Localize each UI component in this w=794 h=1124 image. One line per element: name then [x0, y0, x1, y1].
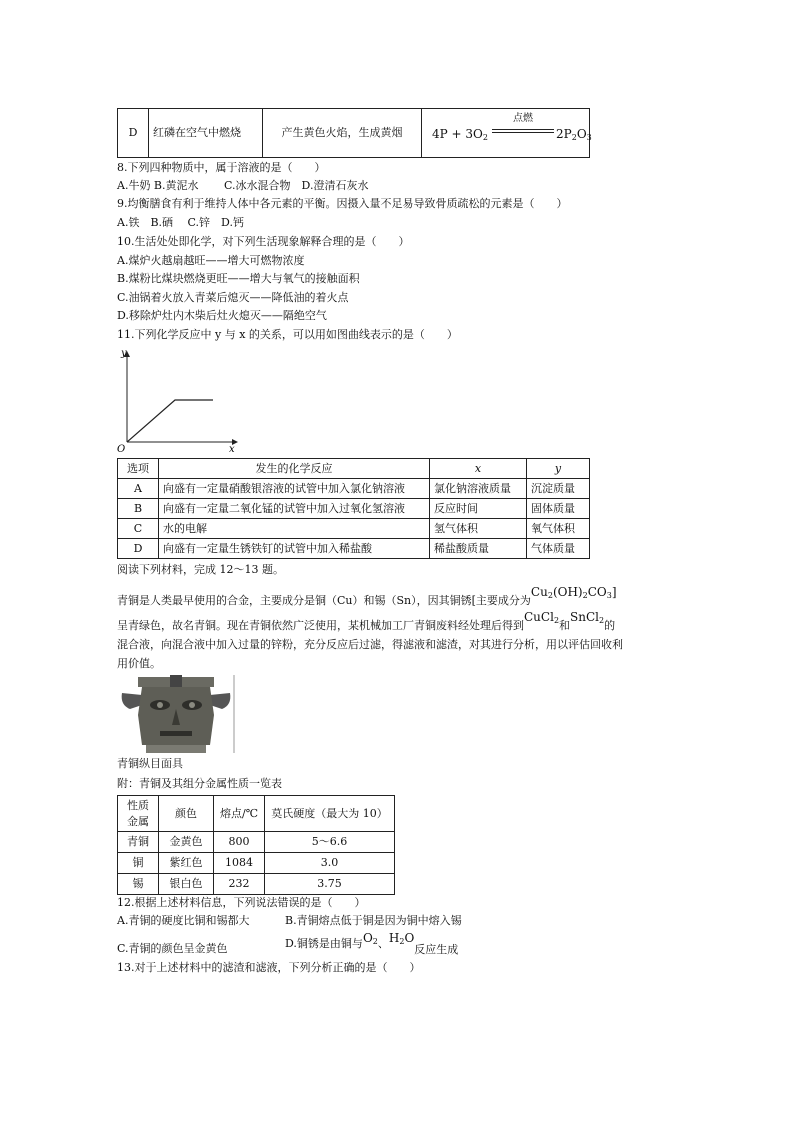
metal-color: 金黄色 — [159, 832, 214, 853]
eq-left-sub: 2 — [482, 133, 488, 142]
q9-stem: 9.均衡膳食有利于维持人体中各元素的平衡。因摄入量不足易导致骨质疏松的元素是（ ） — [117, 197, 568, 210]
row-d-option: D — [118, 109, 149, 158]
x-label: x — [229, 444, 235, 455]
q9-options: A.铁 B.硒 C.锌 D.钙 — [117, 216, 244, 229]
q11-stem: 11.下列化学反应中 y 与 x 的关系，可以用如图曲线表示的是（ ） — [117, 328, 458, 341]
reading-p3: 混合液，向混合液中加入过量的锌粉，充分反应后过滤，得滤液和滤渣，对其进行分析，用以评估回收利 — [117, 638, 623, 651]
reading-p1 — [117, 585, 617, 609]
q11-graph — [115, 344, 245, 456]
metal-melting: 232 — [214, 874, 265, 895]
eq-right-sub1: 2 — [571, 133, 577, 142]
q11-row-x: 稀盐酸质量 — [430, 539, 527, 559]
metal-hardness: 3.75 — [265, 874, 395, 895]
q11-header-option: 选项 — [118, 459, 159, 479]
q11-row-y: 固体质量 — [527, 499, 590, 519]
q10-option-d: D.移除炉灶内木柴后灶火熄灭——隔绝空气 — [117, 309, 327, 322]
q12-option-d — [285, 931, 459, 956]
q10-option-a: A.煤炉火越扇越旺——增大可燃物浓度 — [117, 254, 305, 267]
metal-header-color: 颜色 — [159, 796, 214, 832]
metal-color: 银白色 — [159, 874, 214, 895]
formula-cu2oh2co3: $Cu_2(OH)_2CO_3$] — [530, 585, 617, 600]
metal-header-hardness: 莫氏硬度（最大为 10） — [265, 796, 395, 832]
reading-intro: 阅读下列材料，完成 12～13 题。 — [117, 563, 284, 576]
q11-row-option: D — [118, 539, 159, 559]
formula-sncl2: SnCl$_2$ — [570, 610, 605, 625]
q11-row-x: 氯化钠溶液质量 — [430, 479, 527, 499]
metal-color: 紫红色 — [159, 853, 214, 874]
q11-row-reaction: 向盛有一定量硝酸银溶液的试管中加入氯化钠溶液 — [159, 479, 430, 499]
reading-p2-and: 和 — [559, 619, 571, 632]
metal-melting: 800 — [214, 832, 265, 853]
q11-row-reaction: 水的电解 — [159, 519, 430, 539]
reading-p4: 用价值。 — [117, 657, 161, 670]
reading-p2-end: 的 — [604, 619, 616, 632]
metal-table-title: 附：青铜及其组分金属性质一览表 — [117, 777, 282, 790]
bronze-mask-image — [118, 675, 236, 753]
q11-header-y: y — [527, 459, 590, 479]
metal-table-corner — [118, 796, 159, 832]
eq-bar-top — [492, 129, 554, 130]
q11-row-x: 反应时间 — [430, 499, 527, 519]
q12-stem: 12.根据上述材料信息，下列说法错误的是（ ） — [117, 896, 366, 909]
curve — [127, 400, 213, 442]
q11-row-option: C — [118, 519, 159, 539]
metal-header-melting: 熔点/℃ — [214, 796, 265, 832]
metal-hardness: 5～6.6 — [265, 832, 395, 853]
q12-d-post: 反应生成 — [414, 943, 459, 956]
metal-name: 锡 — [118, 874, 159, 895]
eq-condition: 点燃 — [513, 113, 533, 124]
q11-row-y: 气体质量 — [527, 539, 590, 559]
image-caption: 青铜纵目面具 — [117, 757, 183, 770]
q11-row-option: B — [118, 499, 159, 519]
q11-row-x: 氢气体积 — [430, 519, 527, 539]
q11-row-y: 沉淀质量 — [527, 479, 590, 499]
eq-right-sub2: 3 — [586, 133, 592, 142]
metal-hardness: 3.0 — [265, 853, 395, 874]
row-d-equation — [422, 109, 590, 158]
reading-p2 — [117, 610, 616, 634]
reading-p2-text: 呈青绿色，故名青铜。现在青铜依然广泛使用，某机械加工厂青铜废料经处理后得到 — [117, 619, 524, 632]
q13-stem: 13.对于上述材料中的滤渣和滤液，下列分析正确的是（ ） — [117, 961, 421, 974]
formula-h2o: $H_2O$ — [388, 931, 415, 946]
q11-table — [117, 458, 590, 559]
eq-bar-bottom — [492, 132, 554, 133]
metal-table — [117, 795, 395, 895]
q8-stem: 8.下列四种物质中，属于溶液的是（ ） — [117, 161, 326, 174]
origin-label: O — [117, 444, 126, 455]
q11-row-option: A — [118, 479, 159, 499]
q10-stem: 10.生活处处即化学，对下列生活现象解释合理的是（ ） — [117, 235, 410, 248]
reading-p1-text: 青铜是人类最早使用的合金，主要成分是铜（Cu）和锡（Sn），因其铜锈[主要成分为 — [117, 594, 531, 607]
formula-o2: $O_2$ — [362, 931, 378, 946]
q8-options: A.牛奶 B.黄泥水 C.冰水混合物 D.澄清石灰水 — [117, 179, 369, 192]
eq-right-o: O — [576, 127, 587, 141]
q10-option-b: B.煤粉比煤块燃烧更旺——增大与氧气的接触面积 — [117, 272, 360, 285]
q12-d-sep: 、 — [377, 937, 389, 950]
q11-row-reaction: 向盛有一定量二氧化锰的试管中加入过氧化氢溶液 — [159, 499, 430, 519]
eq-right: 2P — [556, 127, 572, 141]
metal-name: 铜 — [118, 853, 159, 874]
q11-row-y: 氧气体积 — [527, 519, 590, 539]
y-label: y — [121, 348, 127, 359]
row-d-phenomenon: 产生黄色火焰，生成黄烟 — [263, 109, 422, 158]
q11-row-reaction: 向盛有一定量生锈铁钉的试管中加入稀盐酸 — [159, 539, 430, 559]
q10-option-c: C.油锅着火放入青菜后熄灭——降低油的着火点 — [117, 291, 349, 304]
q12-d-pre: D.铜锈是由铜与 — [285, 937, 363, 950]
q12-option-b: B.青铜熔点低于铜是因为铜中熔入锡 — [285, 914, 462, 927]
q11-header-x: x — [430, 459, 527, 479]
eq-left: 4P + 3O — [432, 127, 483, 141]
q11-header-reaction: 发生的化学反应 — [159, 459, 430, 479]
q12-option-a: A.青铜的硬度比铜和锡都大 — [117, 914, 250, 927]
corner-top: 性质 — [127, 799, 149, 813]
metal-melting: 1084 — [214, 853, 265, 874]
row-d-table — [117, 108, 590, 158]
metal-name: 青铜 — [118, 832, 159, 853]
formula-cucl2: CuCl$_2$ — [524, 610, 560, 625]
q12-option-c: C.青铜的颜色呈金黄色 — [117, 942, 228, 955]
row-d-experiment: 红磷在空气中燃烧 — [149, 109, 263, 158]
corner-bottom: 金属 — [127, 814, 149, 828]
